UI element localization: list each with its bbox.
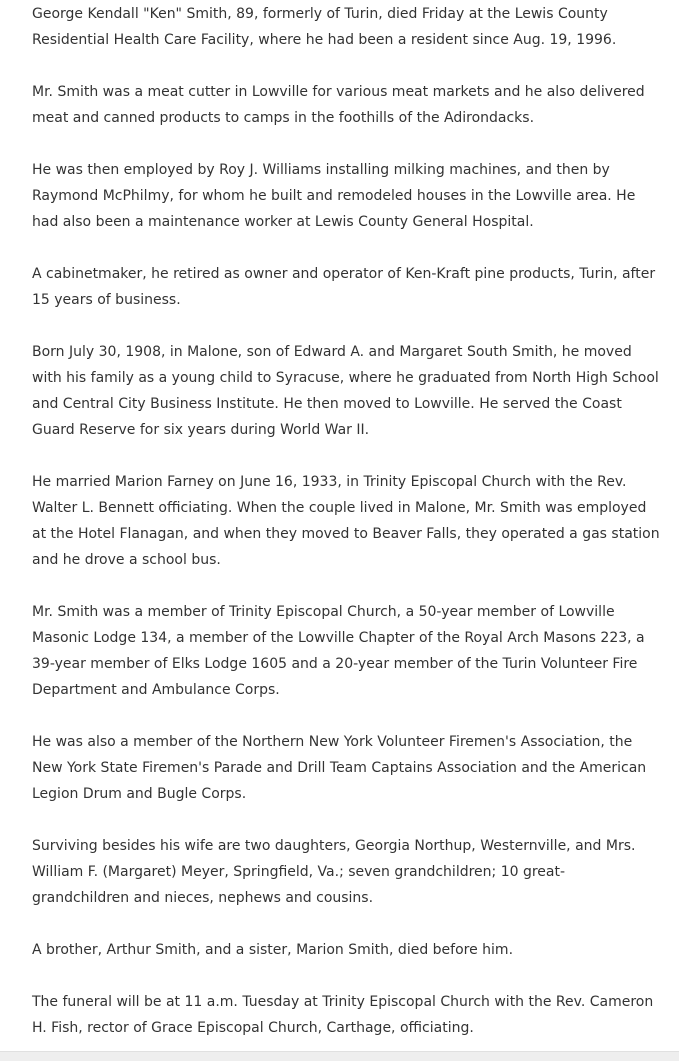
paragraph-cabinetmaker: A cabinetmaker, he retired as owner and operator of Ken-Kraft pine products, Turin, after 15 years of business. (32, 266, 656, 308)
paragraph-funeral: The funeral will be at 11 a.m. Tuesday at Trinity Episcopal Church with the Rev. Cameron H. Fish, rector of Grace Episcopal Church, Carthage, officiating. (32, 994, 654, 1036)
paragraph-survivors: Surviving besides his wife are two daughters, Georgia Northup, Westernville, and Mrs. William F. (Margaret) Meyer, Springfield, Va.; seven grandchildren; 10 great-grandchildren and nieces, nephews and cousins. (32, 838, 636, 906)
paragraph-death-notice: George Kendall "Ken" Smith, 89, formerly of Turin, died Friday at the Lewis County Residential Health Care Facility, where he had been a resident since Aug. 19, 1996. (32, 6, 617, 48)
paragraph-memberships: Mr. Smith was a member of Trinity Episcopal Church, a 50-year member of Lowville Masonic Lodge 134, a member of the Lowville Chapter of the Royal Arch Masons 223, a 39-year member of Elks Lodge 1605 and a 20-year member of the Turin Volunteer Fire Department and Ambulance Corps. (32, 604, 645, 698)
paragraph-associations: He was also a member of the Northern New York Volunteer Firemen's Association, the New York State Firemen's Parade and Drill Team Captains Association and the American Legion Drum and Bugle Corps. (32, 734, 647, 802)
paragraph-employment: He was then employed by Roy J. Williams installing milking machines, and then by Raymond McPhilmy, for whom he built and remodeled houses in the Lowville area. He had also been a maintenance worker at Lewis County General Hospital. (32, 162, 636, 230)
page-bottom-bar (0, 1051, 679, 1061)
paragraph-birth: Born July 30, 1908, in Malone, son of Edward A. and Margaret South Smith, he moved with his family as a young child to Syracuse, where he graduated from North High School and Central City Business Institute. He then moved to Lowville. He served the Coast Guard Reserve for six years during World War II. (32, 344, 659, 438)
paragraph-predeceased: A brother, Arthur Smith, and a sister, Marion Smith, died before him. (32, 942, 514, 958)
paragraph-meat-cutter: Mr. Smith was a meat cutter in Lowville for various meat markets and he also delivered meat and canned products to camps in the foothills of the Adirondacks. (32, 84, 645, 126)
obituary-article (32, 1, 662, 1041)
paragraph-marriage: He married Marion Farney on June 16, 1933, in Trinity Episcopal Church with the Rev. Walter L. Bennett officiating. When the couple lived in Malone, Mr. Smith was employed at the Hotel Flanagan, and when they moved to Beaver Falls, they operated a gas station and he drove a school bus. (32, 474, 660, 568)
